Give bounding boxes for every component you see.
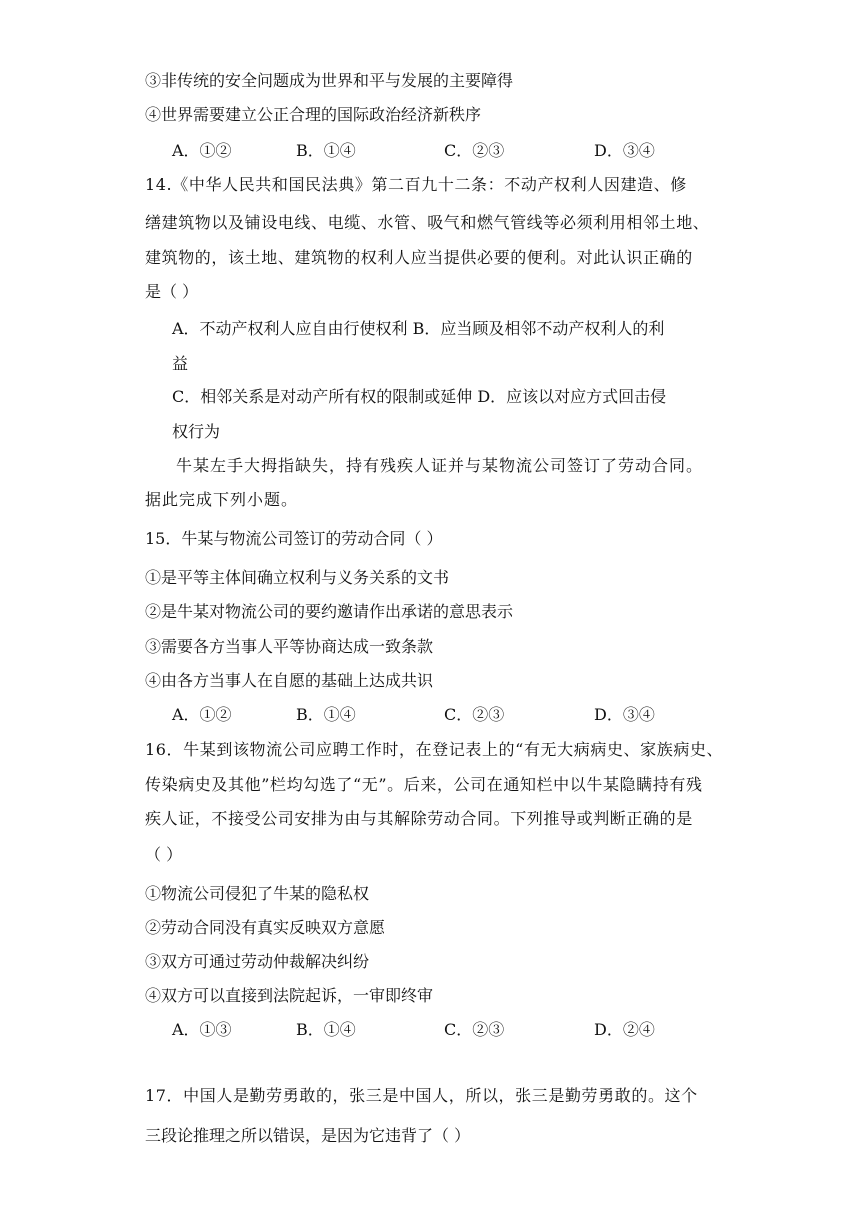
q14-options-line-1: A．不动产权利人应自由行使权利 B．应当顾及相邻不动产权利人的利 [172,319,665,338]
q13-item-3: ③非传统的安全问题成为世界和平与发展的主要障得 [145,71,514,90]
material-line-2: 据此完成下列小题。 [145,490,299,509]
q14-options-line-4: 权行为 [172,422,221,441]
q16-stem-line-2: 传染病史及其他”栏均勾选了“无”。后来，公司在通知栏中以牛某隐瞒持有残 [145,775,703,794]
q16-option-a: A．①③ [172,1020,232,1039]
q16-item-3: ③双方可通过劳动仲裁解决纠纷 [145,952,370,971]
q15-option-c: C．②③ [444,705,505,724]
material-line-1: 牛某左手大拇指缺失，持有残疾人证并与某物流公司签订了劳动合同。 [176,456,704,475]
q17-stem-line-2: 三段论推理之所以错误，是因为它违背了（ ） [145,1126,471,1145]
q13-option-b: B．①④ [296,141,356,160]
q13-option-d: D．③④ [594,141,655,160]
q16-stem-line-3: 疾人证，不接受公司安排为由与其解除劳动合同。下列推导或判断正确的是 [145,809,693,828]
q15-stem: 15．牛某与物流公司签订的劳动合同（ ） [145,529,443,548]
q15-item-1: ①是平等主体间确立权利与义务关系的文书 [145,568,450,587]
q16-option-d: D．②④ [594,1020,655,1039]
q15-item-4: ④由各方当事人在自愿的基础上达成共识 [145,671,434,690]
q17-stem-line-1: 17．中国人是勤劳勇敢的，张三是中国人，所以，张三是勤劳勇敢的。这个 [145,1086,698,1105]
q16-option-c: C．②③ [444,1020,505,1039]
q13-option-c: C．②③ [444,141,505,160]
q14-options-line-3: C．相邻关系是对动产所有权的限制或延伸 D．应该以对应方式回击侵 [172,387,667,406]
q15-item-3: ③需要各方当事人平等协商达成一致条款 [145,637,434,656]
q16-item-1: ①物流公司侵犯了牛某的隐私权 [145,884,370,903]
q16-option-b: B．①④ [296,1020,356,1039]
q14-stem-line-3: 建筑物的，该土地、建筑物的权利人应当提供必要的便利。对此认识正确的 [145,248,693,267]
q14-stem-line-1: 14.《中华人民共和国民法典》第二百九十二条：不动产权利人因建造、修 [145,175,687,194]
q15-option-a: A．①② [172,705,232,724]
q13-option-a: A．①② [172,141,232,160]
q14-stem-line-2: 缮建筑物以及铺设电线、电缆、水管、吸气和燃气管线等必须利用相邻土地、 [145,213,710,232]
q16-item-4: ④双方可以直接到法院起诉，一审即终审 [145,986,434,1005]
q15-option-d: D．③④ [594,705,655,724]
q14-options-line-2: 益 [172,354,189,373]
q16-item-2: ②劳动合同没有真实反映双方意愿 [145,918,386,937]
q13-item-4: ④世界需要建立公正合理的国际政治经济新秩序 [145,105,482,124]
q16-stem-line-1: 16．牛某到该物流公司应聘工作时，在登记表上的“有无大病病史、家族病史、 [145,740,724,759]
q16-stem-line-4: （ ） [145,845,183,864]
q15-item-2: ②是牛某对物流公司的要约邀请作出承诺的意思表示 [145,602,514,621]
q14-stem-line-4: 是（ ） [145,282,199,301]
q15-option-b: B．①④ [296,705,356,724]
